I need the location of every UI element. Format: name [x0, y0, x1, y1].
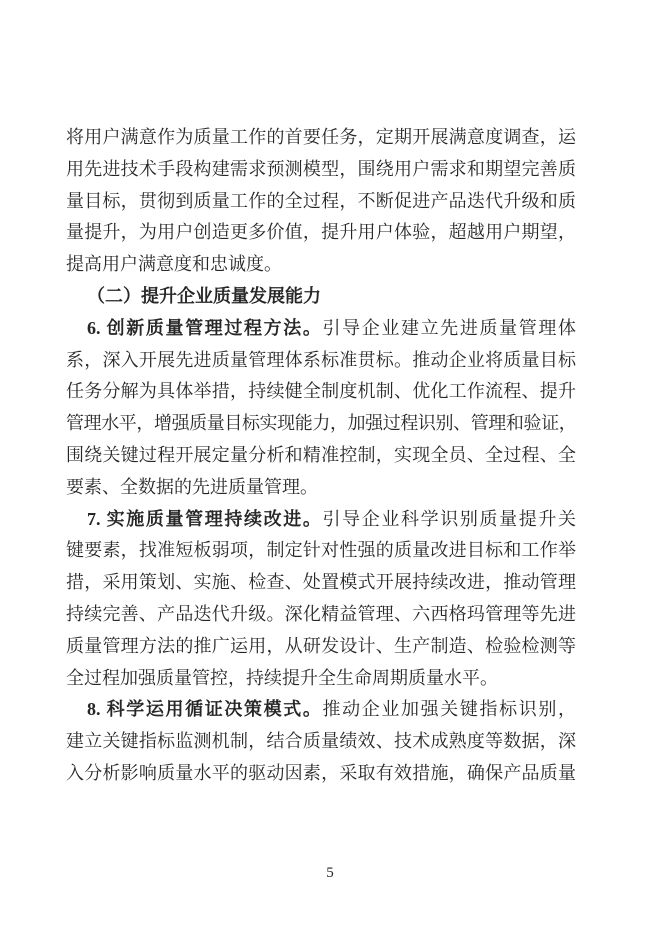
item-text: 引导企业科学识别质量提升关	[322, 508, 576, 529]
text-line: 量目标，贯彻到质量工作的全过程，不断促进产品迭代升级和质	[66, 190, 576, 211]
item-text: 推动企业加强关键指标识别，	[322, 699, 576, 720]
text-line: 量提升，为用户创造更多价值，提升用户体验，超越用户期望，	[66, 222, 576, 243]
text-line: 持续完善、产品迭代升级。深化精益管理、六西格玛管理等先进	[66, 603, 576, 624]
text-line: 质量管理方法的推广运用，从研发设计、生产制造、检验检测等	[66, 635, 576, 656]
text-line: 键要素，找准短板弱项，制定针对性强的质量改进目标和工作举	[66, 540, 576, 561]
text-line: 提高用户满意度和忠诚度。	[66, 254, 282, 275]
text-line: 管理水平，增强质量目标实现能力，加强过程识别、管理和验证，	[66, 413, 576, 434]
text-line: 任务分解为具体举措，持续健全制度机制、优化工作流程、提升	[66, 381, 576, 402]
text-line: 用先进技术手段构建需求预测模型，围绕用户需求和期望完善质	[66, 158, 576, 179]
section-heading: （二）提升企业质量发展能力	[87, 285, 321, 306]
page-number: 5	[326, 865, 334, 881]
text-line: 系，深入开展先进质量管理体系标准贯标。推动企业将质量目标	[66, 349, 576, 370]
text-line	[66, 694, 576, 726]
text-line: 建立关键指标监测机制，结合质量绩效、技术成熟度等数据，深	[66, 731, 576, 752]
item-number-lead: 7. 实施质量管理持续改进。	[87, 508, 323, 529]
text-line: 围绕关键过程开展定量分析和精准控制，实现全员、全过程、全	[66, 444, 576, 465]
item-number-lead: 6. 创新质量管理过程方法。	[87, 317, 323, 338]
text-line: 入分析影响质量水平的驱动因素，采取有效措施，确保产品质量	[66, 762, 576, 783]
text-line	[66, 504, 576, 536]
item-text: 引导企业建立先进质量管理体	[322, 317, 576, 338]
text-line: 将用户满意作为质量工作的首要任务，定期开展满意度调查，运	[66, 127, 576, 147]
item-number-lead: 8. 科学运用循证决策模式。	[87, 699, 323, 720]
text-line: 全过程加强质量管控，持续提升全生命周期质量水平。	[66, 667, 498, 688]
text-line: 要素、全数据的先进质量管理。	[66, 476, 318, 497]
text-line: 措，采用策划、实施、检查、处置模式开展持续改进，推动管理	[66, 572, 576, 593]
text-line	[66, 313, 576, 345]
document-text-block	[66, 122, 576, 790]
